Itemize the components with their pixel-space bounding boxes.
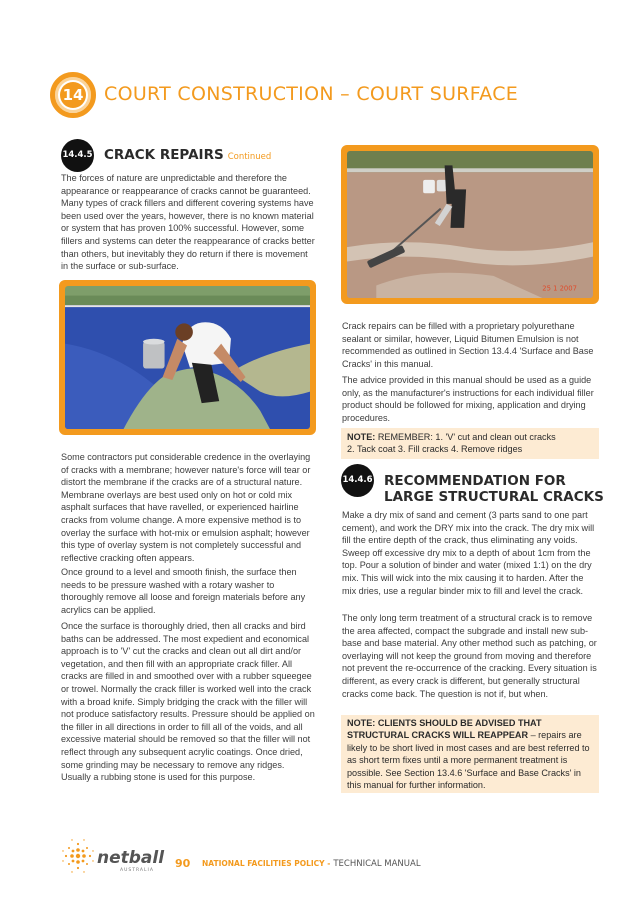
section-title-structural-cracks xyxy=(384,473,604,505)
photo-image xyxy=(347,151,593,298)
note-structural xyxy=(341,715,599,793)
photo-crack-filling xyxy=(59,280,316,435)
chapter-number: 14 xyxy=(60,82,86,108)
paragraph-membrane-overlay: Some contractors put considerable credence in the overlaying of cracks with a membrane; however nature's force will tear or distort the membrane if the cracks are of a structural nature. Membrane overlays are best used only on hot or cold mix asphalt surfaces that have ravelled, or experienced hairline cracks from volume change. A more expensive method is to overlay the surface with hot-mix or emulsion asphalt; however this type of overlay system is not completely successful and reflective cracking often appears. xyxy=(61,452,311,563)
chapter-badge xyxy=(50,72,96,118)
netball-logo-text: netball xyxy=(97,848,165,868)
continued-label: Continued xyxy=(227,152,272,162)
section-title-text: CRACK REPAIRS xyxy=(104,147,224,163)
section-badge-2: 14.4.6 xyxy=(341,464,374,497)
note-label: NOTE: xyxy=(347,432,376,442)
paragraph-dry-mix: Make a dry mix of sand and cement (3 parts sand to one part cement), and work the DRY mix into the crack. The dry mix will fill the entire depth of the crack, thus eliminating any voids. Sweep off excessive dry mix to a depth of about 1cm from the top. Pour a solution of binder and water (mixed 1:1) on the dry mix. This will wick into the mix causing it to harden. After the mix dries, use a regular binder mix to fill and level the crack. xyxy=(342,510,595,596)
photo-image xyxy=(65,286,310,429)
footer-title xyxy=(202,859,421,869)
page-number: 90 xyxy=(175,857,191,870)
note-line-2: 2. Tack coat 3. Fill cracks 4. Remove ridges xyxy=(347,444,523,455)
note-line-1: REMEMBER: 1. 'V' cut and clean out cracks xyxy=(377,432,556,442)
note-structural-text: – repairs are likely to be short lived in most cases and are best referred to as short term fixes until a more permanent treatment is possible. See Section 13.4.6 'Surface and Base Cracks' in this manual for further information. xyxy=(347,730,590,791)
photo-squeegee xyxy=(341,145,599,304)
section-badge-1: 14.4.5 xyxy=(61,139,94,172)
paragraph-long-term: The only long term treatment of a structural crack is to remove the area affected, compact the subgrade and install new sub-base and base material. Any other method such as patching, or overlaying will not keep the ground from moving and therefore not prevent the re-occurrence of the cracking. Every situation is different, as every crack is different, but generally structural cracks come back. The question is not if, but when. xyxy=(342,613,597,699)
paragraph-pressure-wash: Once ground to a level and smooth finish, the surface then needs to be pressure washed with a rotary washer to thoroughly remove all loose and foreign materials before any acrylics can be applied. xyxy=(61,567,306,615)
note-structural-bold: NOTE: CLIENTS SHOULD BE ADVISED THAT STRUCTURAL CRACKS WILL REAPPEAR xyxy=(347,718,542,741)
page-title: COURT CONSTRUCTION – COURT SURFACE xyxy=(104,83,519,105)
paragraph-forces-of-nature: The forces of nature are unpredictable and therefore the appearance or reappearance of cracks cannot be guaranteed. Many types of crack fillers and different covering systems have been used over the years, however, there is no known material or system that has proven 100% successful. However, some fillers and systems can deter the reappearance of cracks better than others, but inevitably they do return if there is movement in the surface or sub-surface. xyxy=(61,173,315,272)
paragraph-advice: The advice provided in this manual should be used as a guide only, as the manufacturer's instructions for each individual filler product should be followed for mixing, application and drying procedures. xyxy=(342,375,594,423)
netball-logo-sub: AUSTRALIA xyxy=(120,868,154,873)
note-remember xyxy=(341,428,599,459)
paragraph-proprietary-sealant: Crack repairs can be filled with a proprietary polyurethane sealant or similar, however, Liquid Bitumen Emulsion is not recommended as outlined in Section 13.4.4 'Surface and Base Cracks' in this manual. xyxy=(342,321,594,369)
footer-manual: TECHNICAL MANUAL xyxy=(333,859,421,869)
photo-timestamp: 25 1 2007 xyxy=(542,284,577,293)
section-title-crack-repairs xyxy=(104,147,271,163)
section-title-line-1: RECOMMENDATION FOR xyxy=(384,473,566,489)
footer-policy: NATIONAL FACILITIES POLICY - xyxy=(202,859,331,868)
paragraph-fill-cracks: Once the surface is thoroughly dried, then all cracks and bird baths can be addressed. The most expedient and economical approach is to 'V' cut the cracks and clean out all dirt and/or vegetation, and then fill with an appropriate crack filler. All cracks are filled in and smoothed over with a rubber squeegee or trowel. Normally the crack filler is worked well into the crack with a broad knife. Simply bridging the crack with the filler will not produce satisfactory results. Pressure should be applied on the filler in all directions in order to fill all of the voids, and all excessive material should be removed so that the filler will not reflect through any subsequent acrylic coatings. Once dried, some grinding may be necessary to remove any ridges. Usually a rubbing stone is used for this purpose. xyxy=(61,621,315,783)
section-title-line-2: LARGE STRUCTURAL CRACKS xyxy=(384,489,604,505)
